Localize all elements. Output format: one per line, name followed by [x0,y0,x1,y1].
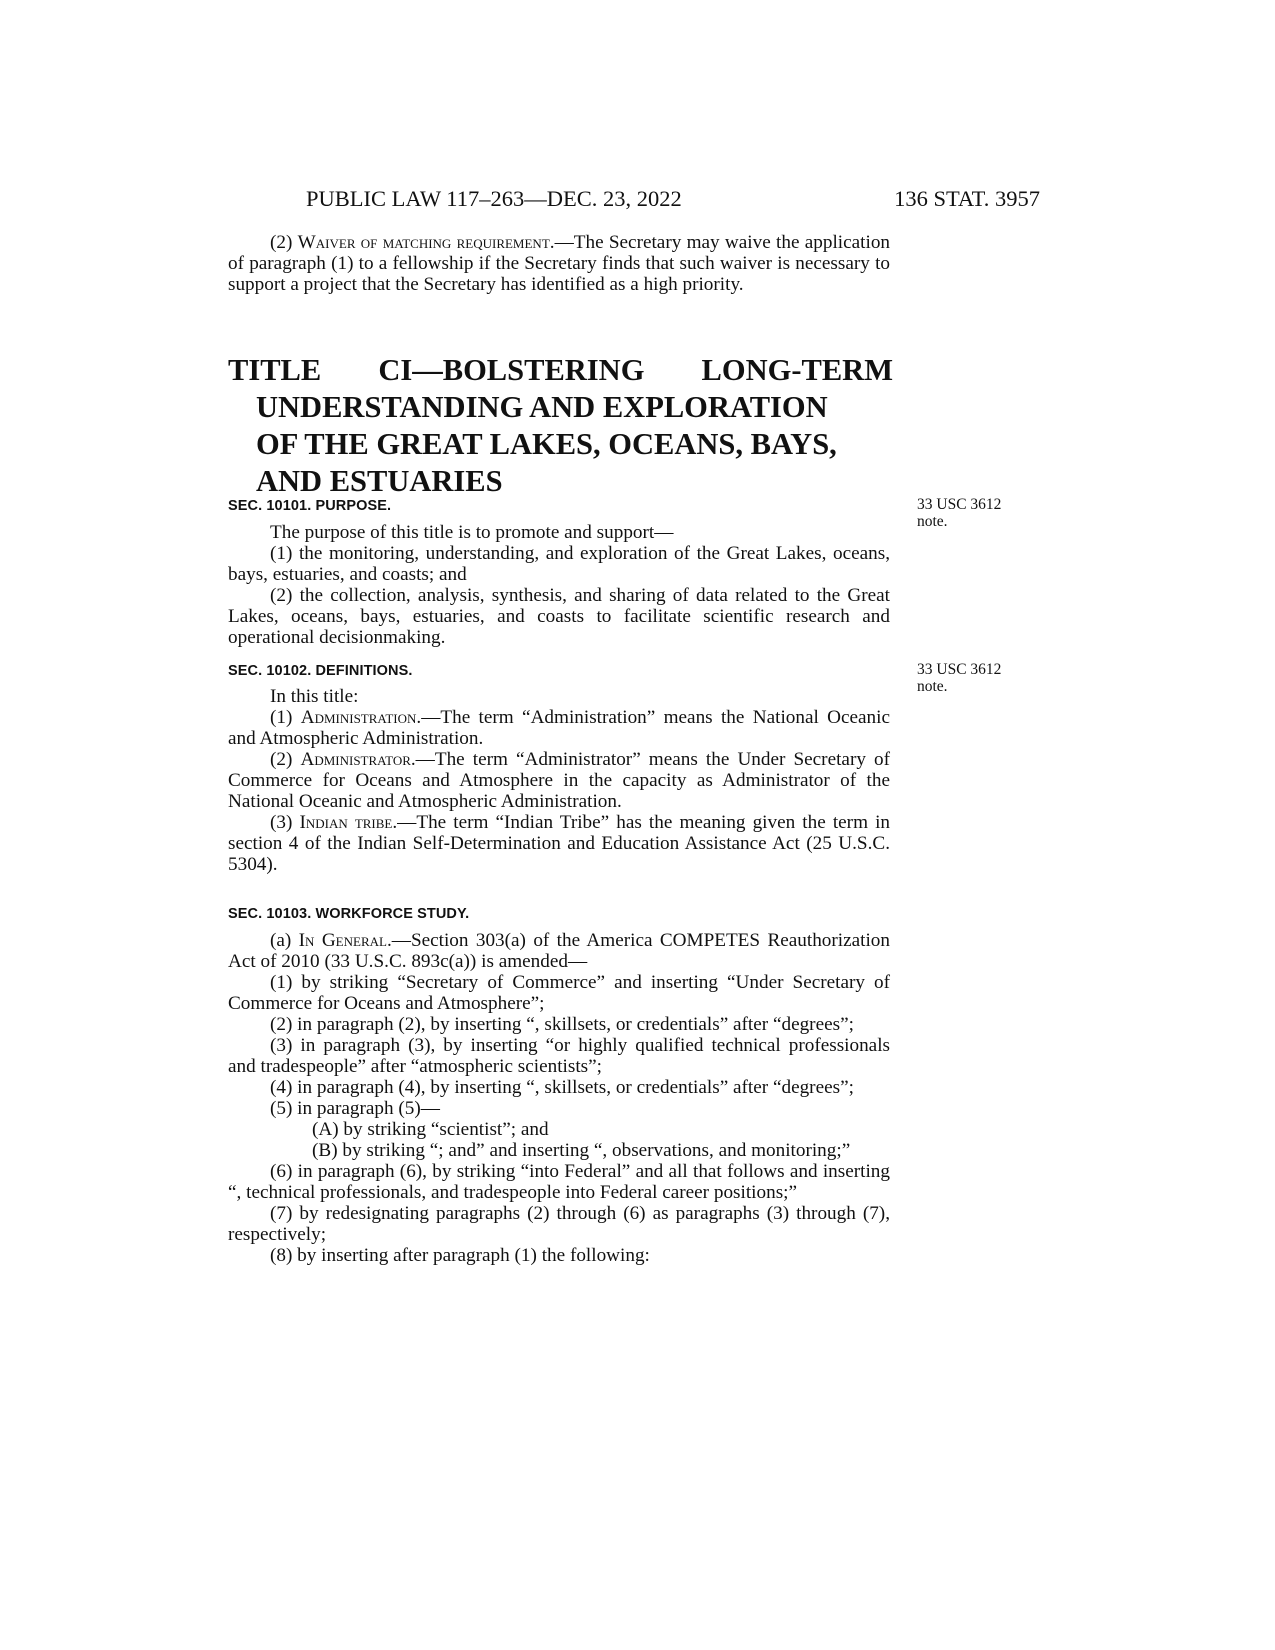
waiver-paragraph [228,232,890,295]
title-heading [228,352,893,500]
definition-term: Indian tribe. [299,812,398,833]
running-head-right: 136 STAT. 3957 [894,186,1040,211]
amendment-item-5a: (A) by striking “scientist”; and [312,1119,549,1140]
definition-number: (1) [270,707,293,728]
section-10103-heading: SEC. 10103. WORKFORCE STUDY. [228,906,470,922]
running-head [220,186,1040,216]
amendment-item-2: (2) in paragraph (2), by inserting “, skillsets, or credentials” after “degrees”; [270,1014,854,1035]
section-10101-item-2: (2) the collection, analysis, synthesis, and sharing of data related to the Great Lakes, oceans, bays, estuaries, and coasts to facilitate scientific research and operational decisionmaking. [228,585,890,648]
title-line-4: AND ESTUARIES [256,464,503,498]
amendment-item-5b: (B) by striking “; and” and inserting “, observations, and monitoring;” [312,1140,851,1161]
amendment-item-5: (5) in paragraph (5)— [270,1098,440,1119]
section-10102-heading: SEC. 10102. DEFINITIONS. [228,663,413,679]
section-10101-intro: The purpose of this title is to promote and support— [270,522,674,543]
margin-note-citation: 33 USC 3612 [917,661,1002,678]
waiver-text: —The Secretary may waive the application of paragraph (1) to a fellowship if the Secretary finds that such waiver is necessary to support a project that the Secretary has identified as a high priority. [228,232,891,295]
subsection-text: —Section 303(a) of the America COMPETES Reauthorization Act of 2010 (33 U.S.C. 893c(a)) is amended— [228,930,890,972]
section-10101-heading: SEC. 10101. PURPOSE. [228,498,392,514]
running-head-left: PUBLIC LAW 117–263—DEC. 23, 2022 [306,186,682,211]
amendment-item-6: (6) in paragraph (6), by striking “into Federal” and all that follows and inserting “, technical professionals, and tradespeople into Federal career positions;” [228,1161,890,1203]
section-10102-intro: In this title: [270,686,359,707]
title-line-3: OF THE GREAT LAKES, OCEANS, BAYS, [256,427,837,461]
amendment-item-1: (1) by striking “Secretary of Commerce” and inserting “Under Secretary of Commerce for Oceans and Atmosphere”; [228,972,890,1014]
definition-administrator [228,749,890,812]
amendment-item-8: (8) by inserting after paragraph (1) the following: [270,1245,650,1266]
title-line-2: UNDERSTANDING AND EXPLORATION [256,390,828,424]
definition-text: —The term “Administrator” means the Under Secretary of Commerce for Oceans and Atmosphere in the capacity as Administrator of the National Oceanic and Atmospheric Administration. [228,749,890,812]
title-line-1b: CI—BOLSTERING [378,353,645,387]
definition-term: Administrator. [300,749,416,770]
definition-number: (2) [270,749,293,770]
definition-text: —The term “Administration” means the National Oceanic and Atmospheric Administration. [228,707,890,749]
waiver-heading: Waiver of matching requirement. [297,232,555,253]
definition-indian-tribe [228,812,890,875]
definition-administration [228,707,890,749]
section-10102-margin-note [917,661,1001,695]
definition-term: Administration. [300,707,422,728]
definition-text: —The term “Indian Tribe” has the meaning given the term in section 4 of the Indian Self-Determination and Education Assistance Act (25 U.S.C. 5304). [228,812,890,875]
subsection-a [228,930,890,972]
amendment-item-7: (7) by redesignating paragraphs (2) through (6) as paragraphs (3) through (7), respectively; [228,1203,890,1245]
title-line-1c: LONG-TERM [701,353,893,387]
section-10101-body [228,522,890,648]
subsection-number: (a) [270,930,292,951]
section-10101-margin-note [917,496,1001,530]
definition-number: (3) [270,812,293,833]
section-10102-body [228,686,890,875]
margin-note-suffix: note. [917,513,948,530]
margin-note-citation: 33 USC 3612 [917,496,1002,513]
margin-note-suffix: note. [917,678,948,695]
title-line-1a: TITLE [228,353,322,387]
amendment-item-3: (3) in paragraph (3), by inserting “or highly qualified technical professionals and tradespeople” after “atmospheric scientists”; [228,1035,890,1077]
amendment-item-4: (4) in paragraph (4), by inserting “, skillsets, or credentials” after “degrees”; [270,1077,854,1098]
section-10101-item-1: (1) the monitoring, understanding, and exploration of the Great Lakes, oceans, bays, estuaries, and coasts; and [228,543,890,585]
section-10103-body [228,930,890,1266]
subsection-heading: In General. [298,930,392,951]
waiver-number: (2) [270,232,293,253]
